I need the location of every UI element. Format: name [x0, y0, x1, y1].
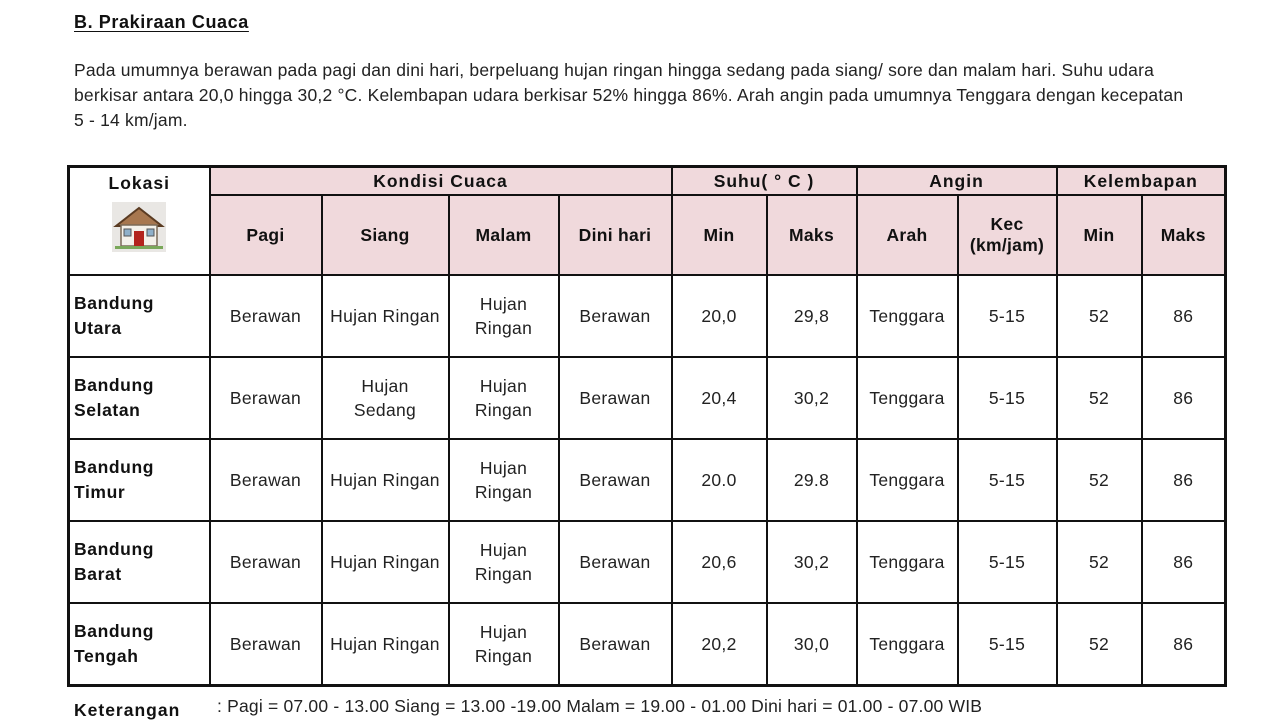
forecast-table	[67, 165, 1227, 687]
header-malam: Malam	[449, 195, 559, 275]
siang-line1: Hujan Ringan	[330, 306, 440, 326]
cell-siang	[322, 439, 449, 521]
cell-malam	[449, 439, 559, 521]
cell-kelembapan-maks: 86	[1142, 275, 1226, 357]
header-kelembapan: Kelembapan	[1057, 167, 1226, 196]
cell-suhu-maks: 30,2	[767, 357, 857, 439]
malam-line1: Hujan	[479, 376, 528, 396]
house-icon	[70, 202, 209, 252]
siang-line1: Hujan Ringan	[330, 470, 440, 490]
header-suhu-min: Min	[672, 195, 767, 275]
cell-kelembapan-min: 52	[1057, 439, 1142, 521]
header-kec-line1: Kec	[990, 214, 1024, 234]
cell-kelembapan-maks: 86	[1142, 603, 1226, 686]
table-row	[69, 603, 1226, 686]
table-row	[69, 521, 1226, 603]
cell-suhu-maks: 29.8	[767, 439, 857, 521]
cell-kelembapan-maks: 86	[1142, 439, 1226, 521]
loc-line2: Barat	[74, 564, 122, 584]
cell-suhu-maks: 29,8	[767, 275, 857, 357]
cell-suhu-min: 20,0	[672, 275, 767, 357]
footer-label: Keterangan	[74, 700, 181, 720]
cell-kelembapan-min: 52	[1057, 357, 1142, 439]
cell-kelembapan-maks: 86	[1142, 357, 1226, 439]
malam-line2: Ringan	[474, 318, 533, 338]
cell-dini-hari: Berawan	[559, 439, 672, 521]
cell-pagi: Berawan	[210, 275, 322, 357]
cell-dini-hari: Berawan	[559, 357, 672, 439]
header-arah: Arah	[857, 195, 958, 275]
header-siang: Siang	[322, 195, 449, 275]
header-pagi: Pagi	[210, 195, 322, 275]
header-lokasi-label: Lokasi	[108, 173, 170, 193]
cell-kecepatan: 5-15	[958, 603, 1057, 686]
section-title: B. Prakiraan Cuaca	[74, 12, 249, 32]
cell-dini-hari: Berawan	[559, 603, 672, 686]
cell-malam	[449, 357, 559, 439]
loc-line2: Timur	[74, 482, 126, 502]
cell-pagi: Berawan	[210, 439, 322, 521]
loc-line2: Selatan	[74, 400, 141, 420]
cell-arah: Tenggara	[857, 521, 958, 603]
siang-line1: Hujan Ringan	[330, 552, 440, 572]
header-kelembapan-min: Min	[1057, 195, 1142, 275]
malam-line1: Hujan	[479, 622, 528, 642]
cell-dini-hari: Berawan	[559, 275, 672, 357]
siang-line2: Sedang	[353, 400, 417, 420]
cell-arah: Tenggara	[857, 603, 958, 686]
forecast-summary: Pada umumnya berawan pada pagi dan dini hari, berpeluang hujan ringan hingga sedang pada siang/ sore dan malam hari. Suhu udara berkisar antara 20,0 hingga 30,2 °C. Kelembapan udara berkisar 52% hingga 86%. Arah angin pada umumnya Tenggara dengan kecepatan 5 - 14 km/jam.	[74, 60, 1184, 130]
cell-siang	[322, 275, 449, 357]
table-row	[69, 275, 1226, 357]
loc-line1: Bandung	[74, 457, 155, 477]
cell-kecepatan: 5-15	[958, 521, 1057, 603]
cell-arah: Tenggara	[857, 439, 958, 521]
cell-suhu-min: 20,6	[672, 521, 767, 603]
cell-suhu-min: 20,2	[672, 603, 767, 686]
cell-suhu-min: 20,4	[672, 357, 767, 439]
malam-line2: Ringan	[474, 646, 533, 666]
cell-kecepatan: 5-15	[958, 357, 1057, 439]
malam-line2: Ringan	[474, 564, 533, 584]
cell-lokasi	[69, 521, 210, 603]
siang-line1: Hujan	[361, 376, 409, 396]
cell-kelembapan-maks: 86	[1142, 521, 1226, 603]
header-lokasi	[69, 167, 210, 276]
table-group-header-row	[69, 167, 1226, 196]
cell-kelembapan-min: 52	[1057, 275, 1142, 357]
cell-arah: Tenggara	[857, 357, 958, 439]
cell-lokasi	[69, 357, 210, 439]
malam-line2: Ringan	[474, 400, 533, 420]
cell-pagi: Berawan	[210, 521, 322, 603]
header-kelembapan-maks: Maks	[1142, 195, 1226, 275]
cell-suhu-maks: 30,0	[767, 603, 857, 686]
cell-malam	[449, 275, 559, 357]
loc-line2: Utara	[74, 318, 122, 338]
cell-pagi: Berawan	[210, 603, 322, 686]
cell-siang	[322, 603, 449, 686]
header-kec-line2: (km/jam)	[969, 235, 1045, 255]
header-kondisi-cuaca: Kondisi Cuaca	[210, 167, 672, 196]
table-row	[69, 357, 1226, 439]
malam-line1: Hujan	[479, 294, 528, 314]
cell-lokasi	[69, 439, 210, 521]
loc-line1: Bandung	[74, 539, 155, 559]
header-angin: Angin	[857, 167, 1057, 196]
header-kecepatan	[958, 195, 1057, 275]
header-suhu: Suhu( ° C )	[672, 167, 857, 196]
table-row	[69, 439, 1226, 521]
loc-line1: Bandung	[74, 621, 155, 641]
cell-siang	[322, 357, 449, 439]
loc-line1: Bandung	[74, 375, 155, 395]
loc-line2: Tengah	[74, 646, 139, 666]
footer-text: : Pagi = 07.00 - 13.00 Siang = 13.00 -19.00 Malam = 19.00 - 01.00 Dini hari = 01.00 - 07.00 WIB	[217, 696, 983, 716]
cell-siang	[322, 521, 449, 603]
cell-suhu-maks: 30,2	[767, 521, 857, 603]
cell-suhu-min: 20.0	[672, 439, 767, 521]
malam-line1: Hujan	[479, 458, 528, 478]
cell-kecepatan: 5-15	[958, 275, 1057, 357]
cell-malam	[449, 521, 559, 603]
siang-line1: Hujan Ringan	[330, 634, 440, 654]
malam-line2: Ringan	[474, 482, 533, 502]
cell-dini-hari: Berawan	[559, 521, 672, 603]
cell-lokasi	[69, 275, 210, 357]
header-dini-hari: Dini hari	[559, 195, 672, 275]
cell-kecepatan: 5-15	[958, 439, 1057, 521]
table-column-header-row	[69, 195, 1226, 275]
cell-lokasi	[69, 603, 210, 686]
header-suhu-maks: Maks	[767, 195, 857, 275]
cell-kelembapan-min: 52	[1057, 603, 1142, 686]
cell-arah: Tenggara	[857, 275, 958, 357]
cell-pagi: Berawan	[210, 357, 322, 439]
loc-line1: Bandung	[74, 293, 155, 313]
cell-kelembapan-min: 52	[1057, 521, 1142, 603]
malam-line1: Hujan	[479, 540, 528, 560]
cell-malam	[449, 603, 559, 686]
